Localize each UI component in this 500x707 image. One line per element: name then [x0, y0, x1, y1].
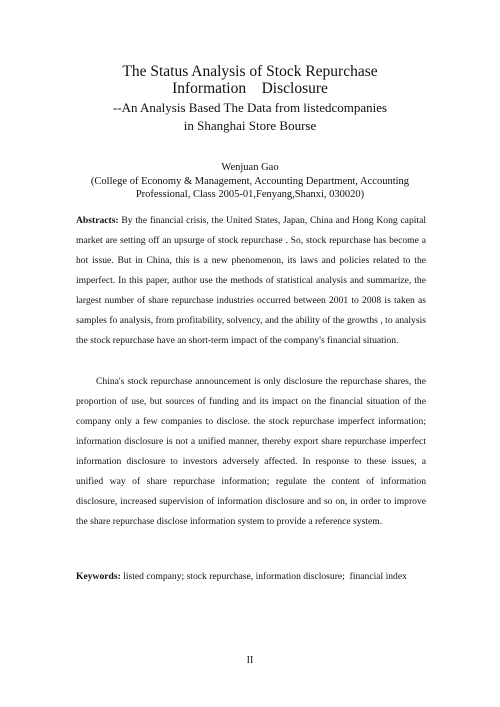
title-line-1: The Status Analysis of Stock Repurchase	[122, 63, 378, 80]
subtitle-line-2: in Shanghai Store Bourse	[183, 118, 317, 133]
author-name: Wenjuan Gao	[221, 162, 279, 173]
keywords-label: Keywords:	[76, 571, 121, 582]
abstract-paragraph-1	[76, 211, 426, 351]
author-affiliation-line-2: Professional, Class 2005-01,Fenyang,Shanxi, 030020)	[135, 189, 365, 200]
abstract-paragraph-2: China's stock repurchase announcement is only disclosure the repurchase shares, the proportion of use, but sources of funding and its impact on the financial situation of the company only a few companies to disclose. the stock repurchase imperfect information; information disclosure is not a unified manner, thereby export share repurchase imperfect information disclosure to investors adversely affected. In response to these issues, a unified way of share repurchase information; regulate the content of information disclosure, increased supervision of information disclosure and so on, in order to improve the share repurchase disclose information system to provide a reference system.	[76, 376, 426, 527]
keywords-line	[76, 567, 426, 587]
abstract-text: By the financial crisis, the United States, Japan, China and Hong Kong capital market are setting off an upsurge of stock repurchase . So, stock repurchase has become a hot issue. But in China, this is a new phenomenon, its laws and policies related to the imperfect. In this paper, author use the methods of statistical analysis and summarize, the largest number of share repurchase industries occurred between 2001 to 2008 is taken as samples fo analysis, from profitability, solvency, and the ability of the growths , to analysis the stock repurchase have an short-term impact of the company's financial situation.	[76, 215, 426, 346]
keywords-text: listed company; stock repurchase, information disclosure; financial index	[120, 571, 407, 582]
title-line-2: Information Disclosure	[172, 80, 328, 97]
abstract-label: Abstracts:	[76, 215, 119, 226]
subtitle-line-1: --An Analysis Based The Data from listedcompanies	[112, 100, 388, 115]
page-number: II	[246, 655, 254, 666]
author-affiliation-line-1: (College of Economy & Management, Accounting Department, Accounting	[90, 176, 410, 187]
